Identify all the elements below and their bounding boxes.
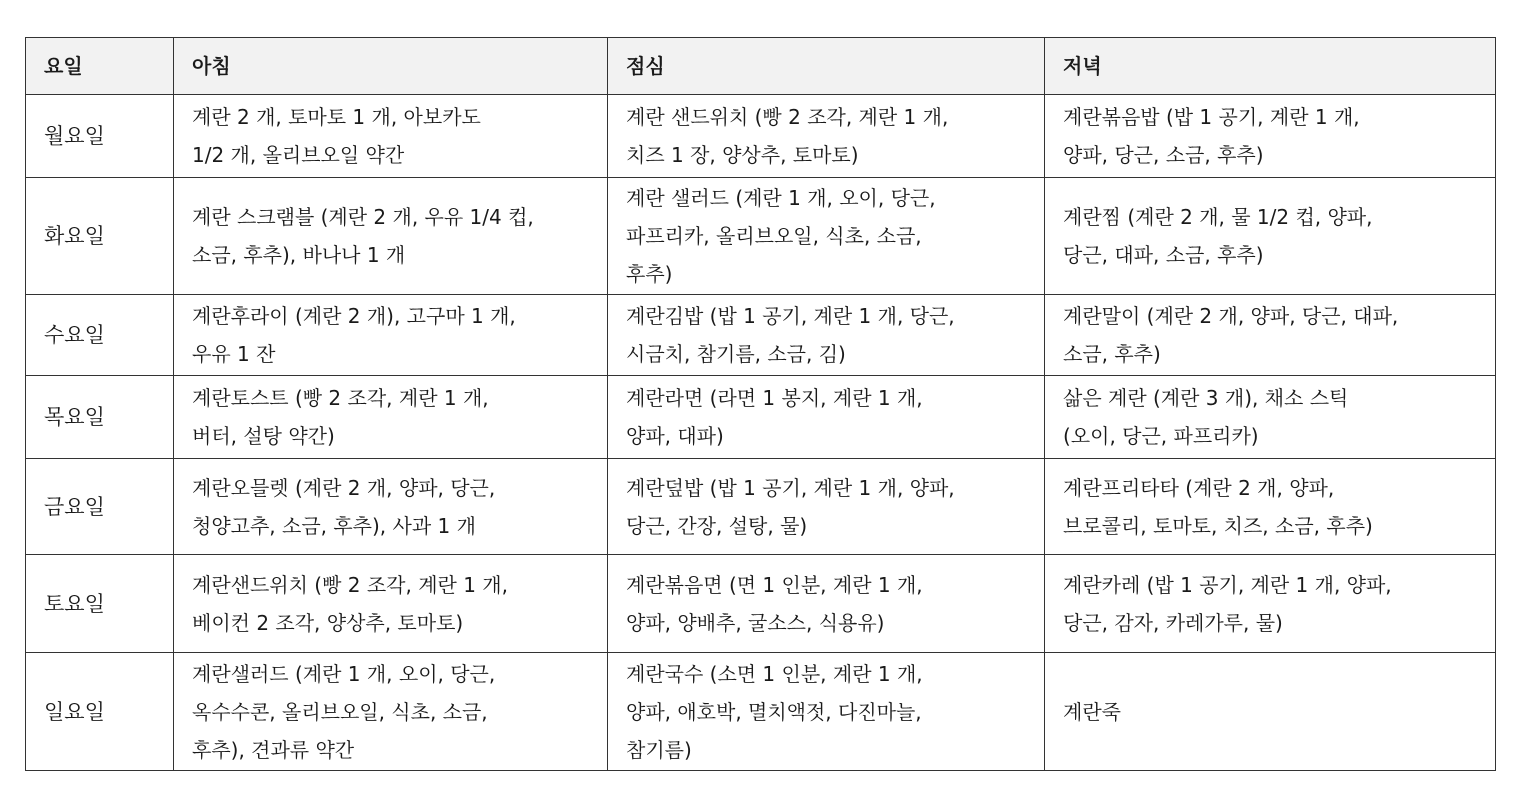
- cell-line: 계란죽: [1063, 699, 1121, 724]
- day-cell: 월요일: [26, 95, 174, 178]
- table-row: [26, 178, 1496, 295]
- lunch-cell: [608, 555, 1045, 653]
- cell-line: 계란오믈렛 (계란 2 개, 양파, 당근,: [192, 475, 496, 500]
- cell-line: 브로콜리, 토마토, 치즈, 소금, 후추): [1063, 513, 1373, 538]
- day-cell: 금요일: [26, 459, 174, 555]
- table-row: [26, 295, 1496, 376]
- cell-line: 양파, 대파): [626, 424, 724, 448]
- cell-line: 참기름): [626, 737, 692, 762]
- cell-line: 계란볶음면 (면 1 인분, 계란 1 개,: [626, 572, 923, 597]
- table-row: [26, 555, 1496, 653]
- breakfast-cell: [174, 653, 608, 771]
- cell-line: 파프리카, 올리브오일, 식초, 소금,: [626, 224, 922, 248]
- header-lunch: 점심: [608, 38, 1045, 95]
- cell-line: 계란찜 (계란 2 개, 물 1/2 컵, 양파,: [1063, 205, 1373, 229]
- cell-line: 청양고추, 소금, 후추), 사과 1 개: [192, 513, 476, 538]
- lunch-cell: [608, 295, 1045, 376]
- cell-line: 삶은 계란 (계란 3 개), 채소 스틱: [1063, 386, 1349, 410]
- cell-line: 계란카레 (밥 1 공기, 계란 1 개, 양파,: [1063, 572, 1392, 597]
- breakfast-cell: [174, 376, 608, 459]
- table-header-row: [26, 38, 1496, 95]
- lunch-cell: [608, 178, 1045, 295]
- cell-line: 계란덮밥 (밥 1 공기, 계란 1 개, 양파,: [626, 475, 955, 500]
- dinner-cell: [1045, 95, 1496, 178]
- table-row: [26, 653, 1496, 771]
- header-dinner: 저녁: [1045, 38, 1496, 95]
- header-day: 요일: [26, 38, 174, 95]
- cell-line: 계란국수 (소면 1 인분, 계란 1 개,: [626, 661, 923, 686]
- lunch-cell: [608, 653, 1045, 771]
- cell-line: 계란 2 개, 토마토 1 개, 아보카도: [192, 105, 481, 129]
- cell-line: 치즈 1 장, 양상추, 토마토): [626, 143, 859, 167]
- cell-line: 양파, 당근, 소금, 후추): [1063, 143, 1264, 167]
- cell-line: 계란 샐러드 (계란 1 개, 오이, 당근,: [626, 186, 936, 210]
- cell-line: 후추), 견과류 약간: [192, 737, 355, 762]
- header-breakfast: 아침: [174, 38, 608, 95]
- dinner-cell: [1045, 459, 1496, 555]
- cell-line: 버터, 설탕 약간): [192, 424, 335, 448]
- table-row: [26, 459, 1496, 555]
- day-cell: 화요일: [26, 178, 174, 295]
- breakfast-cell: [174, 555, 608, 653]
- cell-line: 계란토스트 (빵 2 조각, 계란 1 개,: [192, 386, 489, 410]
- cell-line: 당근, 감자, 카레가루, 물): [1063, 610, 1283, 635]
- cell-line: 계란말이 (계란 2 개, 양파, 당근, 대파,: [1063, 304, 1399, 328]
- cell-line: 양파, 양배추, 굴소스, 식용유): [626, 610, 885, 635]
- lunch-cell: [608, 95, 1045, 178]
- cell-line: 시금치, 참기름, 소금, 김): [626, 342, 846, 366]
- cell-line: 소금, 후추), 바나나 1 개: [192, 243, 406, 267]
- dinner-cell: [1045, 376, 1496, 459]
- breakfast-cell: [174, 178, 608, 295]
- cell-line: 양파, 애호박, 멸치액젓, 다진마늘,: [626, 699, 922, 724]
- dinner-cell: [1045, 295, 1496, 376]
- table-row: [26, 376, 1496, 459]
- cell-line: 당근, 대파, 소금, 후추): [1063, 243, 1264, 267]
- lunch-cell: [608, 376, 1045, 459]
- cell-line: 1/2 개, 올리브오일 약간: [192, 143, 405, 167]
- cell-line: 옥수수콘, 올리브오일, 식초, 소금,: [192, 699, 488, 724]
- cell-line: 계란프리타타 (계란 2 개, 양파,: [1063, 475, 1335, 500]
- cell-line: 당근, 간장, 설탕, 물): [626, 513, 808, 538]
- dinner-cell: [1045, 178, 1496, 295]
- cell-line: 계란 스크램블 (계란 2 개, 우유 1/4 컵,: [192, 205, 534, 229]
- weekly-meal-table: [25, 37, 1496, 771]
- cell-line: 계란라면 (라면 1 봉지, 계란 1 개,: [626, 386, 923, 410]
- day-cell: 목요일: [26, 376, 174, 459]
- day-cell: 일요일: [26, 653, 174, 771]
- breakfast-cell: [174, 95, 608, 178]
- cell-line: 계란 샌드위치 (빵 2 조각, 계란 1 개,: [626, 105, 949, 129]
- day-cell: 수요일: [26, 295, 174, 376]
- cell-line: (오이, 당근, 파프리카): [1063, 424, 1259, 448]
- table-row: [26, 95, 1496, 178]
- dinner-cell: [1045, 653, 1496, 771]
- cell-line: 계란샌드위치 (빵 2 조각, 계란 1 개,: [192, 572, 508, 597]
- cell-line: 베이컨 2 조각, 양상추, 토마토): [192, 610, 464, 635]
- cell-line: 계란볶음밥 (밥 1 공기, 계란 1 개,: [1063, 105, 1360, 129]
- breakfast-cell: [174, 295, 608, 376]
- day-cell: 토요일: [26, 555, 174, 653]
- cell-line: 계란샐러드 (계란 1 개, 오이, 당근,: [192, 661, 496, 686]
- cell-line: 소금, 후추): [1063, 342, 1161, 366]
- cell-line: 후추): [626, 262, 673, 286]
- breakfast-cell: [174, 459, 608, 555]
- cell-line: 계란후라이 (계란 2 개), 고구마 1 개,: [192, 304, 516, 328]
- dinner-cell: [1045, 555, 1496, 653]
- cell-line: 우유 1 잔: [192, 342, 276, 366]
- cell-line: 계란김밥 (밥 1 공기, 계란 1 개, 당근,: [626, 304, 955, 328]
- lunch-cell: [608, 459, 1045, 555]
